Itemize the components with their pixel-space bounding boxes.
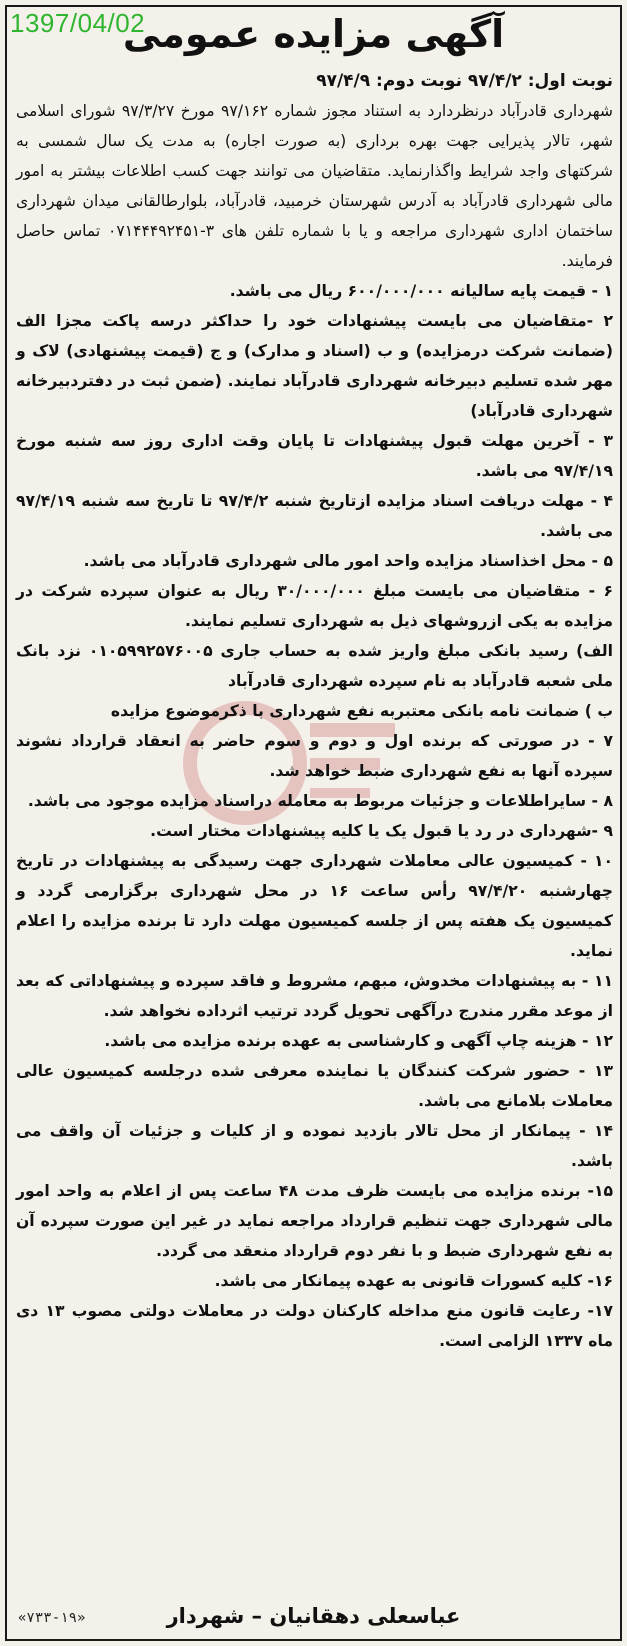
condition-item: ۹ -شهرداری در رد یا قبول یک یا کلیه پیشنهادات مختار است. <box>150 822 613 840</box>
condition-item: ۱۱ - به پیشنهادات مخدوش، مبهم، مشروط و فاقد سپرده و پیشنهاداتی که بعد از موعد مقرر مندرج درآگهی تحویل گردد ترتیب اثرداده نخواهد شد. <box>16 972 613 1020</box>
condition-item: ۱۶- کلیه کسورات قانونی به عهده پیمانکار می باشد. <box>214 1272 613 1290</box>
condition-item: ۷ - در صورتی که برنده اول و دوم و سوم حاضر به انعقاد قرارداد نشوند سپرده آنها به نفع شهرداری ضبط خواهد شد. <box>16 732 613 780</box>
condition-item: ۴ - مهلت دریافت اسناد مزایده ازتاریخ شنبه ۹۷/۴/۲ تا تاریخ سه شنبه ۹۷/۴/۱۹ می باشد. <box>16 492 613 540</box>
notice-body <box>16 66 613 1356</box>
date-stamp: 1397/04/02 <box>10 8 146 38</box>
condition-item: ۵ - محل اخذاسناد مزایده واحد امور مالی شهرداری قادرآباد می باشد. <box>83 552 613 570</box>
ad-code: «۷۳۳-۱۹» <box>18 1610 86 1626</box>
condition-item: ۱۷- رعایت قانون منع مداخله کارکنان دولت در معاملات دولتی مصوب ۱۳ دی ماه ۱۳۳۷ الزامی است. <box>16 1302 613 1350</box>
condition-item: ۱۴ - پیمانکار از محل تالار بازدید نموده و از کلیات و جزئیات آن واقف می باشد. <box>16 1122 613 1170</box>
condition-item: ۱ - قیمت پایه سالیانه ۶۰۰/۰۰۰/۰۰۰ ریال می باشد. <box>229 282 613 300</box>
publication-rounds: نوبت اول: ۹۷/۴/۲ نوبت دوم: ۹۷/۴/۹ <box>316 71 613 91</box>
condition-item: ۱۳ - حضور شرکت کنندگان یا نماینده معرفی شده درجلسه کمیسیون عالی معاملات بلامانع می باشد. <box>16 1062 613 1110</box>
condition-item: ۱۵- برنده مزایده می بایست ظرف مدت ۴۸ ساعت پس از اعلام به واحد امور مالی شهرداری جهت تنظیم قرارداد مراجعه نماید در غیر این صورت سپرده آن به نفع شهرداری ضبط و با نفر دوم قرارداد منعقد می گردد. <box>16 1182 613 1260</box>
condition-item: الف) رسید بانکی مبلغ واریز شده به حساب جاری ۰۱۰۵۹۹۲۵۷۶۰۰۵ نزد بانک ملی شعبه قادرآباد به نام سپرده شهرداری قادرآباد <box>16 642 613 690</box>
condition-item: ۱۲ - هزینه چاپ آگهی و کارشناسی به عهده برنده مزایده می باشد. <box>104 1032 613 1050</box>
notice-title: آگهی مزایده عمومی <box>122 12 505 56</box>
condition-item: ۸ - سایراطلاعات و جزئیات مربوط به معامله دراسناد مزایده موجود می باشد. <box>27 792 613 810</box>
condition-item: ۲ -متقاضیان می بایست پیشنهادات خود را حداکثر درسه پاکت مجزا الف (ضمانت شرکت درمزایده) و ب (اسناد و مدارک) و ج (قیمت پیشنهادی) لاک و مهر شده تسلیم دبیرخانه شهرداری قادرآباد نمایند. (ضمن ثبت در دفتردبیرخانه شهرداری قادرآباد) <box>16 312 613 420</box>
condition-item: ۱۰ - کمیسیون عالی معاملات شهرداری جهت رسیدگی به پیشنهادات در تاریخ چهارشنبه ۹۷/۴/۲۰ رأس ساعت ۱۶ در محل شهرداری برگزارمی گردد و کمیسیون یک هفته پس از جلسه کمیسیون مهلت دارد تا برنده مزایده را اعلام نماید. <box>16 852 613 960</box>
condition-item: ۳ - آخرین مهلت قبول پیشنهادات تا پایان وقت اداری روز سه شنبه مورخ ۹۷/۴/۱۹ می باشد. <box>16 432 613 480</box>
mayor-signature: عباسعلی دهقانیان – شهردار <box>166 1604 461 1628</box>
condition-item: ۶ - متقاضیان می بایست مبلغ ۳۰/۰۰۰/۰۰۰ ریال به عنوان سپرده شرکت در مزایده به یکی ازروشهای ذیل به شهرداری تسلیم نمایند. <box>16 582 613 630</box>
intro-paragraph: شهرداری قادرآباد درنظردارد به استناد مجوز شماره ۹۷/۱۶۲ مورخ ۹۷/۳/۲۷ شورای اسلامی شهر، تالار پذیرایی جهت بهره برداری (به صورت اجاره) به مدت یک سال شمسی به شرکتهای واجد شرایط واگذارنماید. متقاضیان می توانند جهت کسب اطلاعات بیشتر به امور مالی شهرداری قادرآباد به آدرس شهرستان خرمبید، قادرآباد، بلوارطالقانی میدان شهرداری ساختمان اداری شهرداری مراجعه و یا با شماره تلفن های ۳-۰۷۱۴۴۴۹۲۴۵۱ تماس حاصل فرمایند. <box>16 102 613 270</box>
condition-item: ب ) ضمانت نامه بانکی معتبربه نفع شهرداری با ذکرموضوع مزایده <box>110 702 613 720</box>
